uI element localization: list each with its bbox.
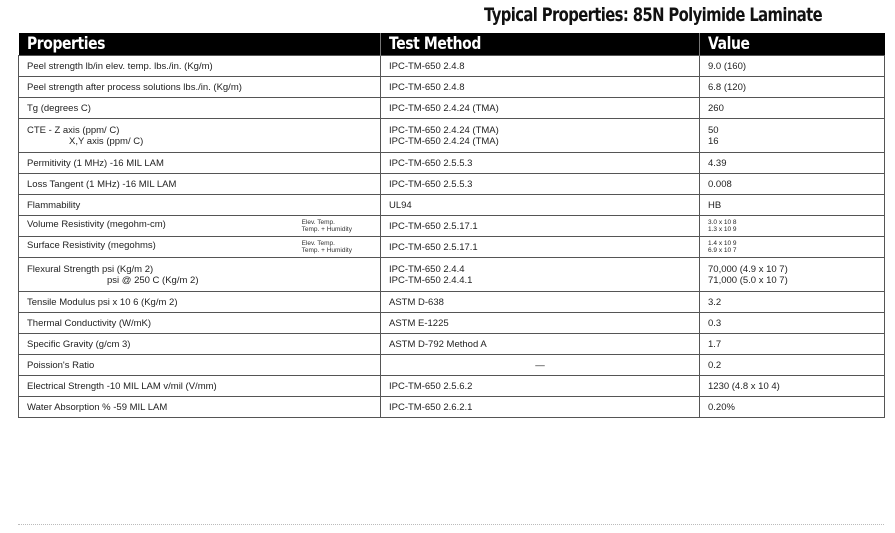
table-row [19, 174, 885, 195]
property-line: CTE - Z axis (ppm/ C) [27, 124, 120, 136]
header-properties: Properties [19, 33, 381, 56]
value-line-2: 71,000 (5.0 x 10 7) [708, 274, 788, 286]
table-header-row [19, 33, 885, 56]
value-cell: 0.2 [700, 355, 885, 376]
table-row [19, 376, 885, 397]
property-cell [19, 216, 381, 237]
method-cell: IPC-TM-650 2.5.6.2 [381, 376, 700, 397]
method-cell: IPC-TM-650 2.4.8 [381, 77, 700, 98]
value-line-2: 1.3 x 10 9 [708, 226, 737, 233]
page-title: Typical Properties: 85N Polyimide Laminate [484, 4, 823, 26]
table-row [19, 334, 885, 355]
header-value: Value [700, 33, 885, 56]
value-cell: 6.8 (120) [700, 77, 885, 98]
method-cell: IPC-TM-650 2.5.17.1 [381, 216, 700, 237]
method-cell: IPC-TM-650 2.5.5.3 [381, 174, 700, 195]
value-cell: 0.3 [700, 313, 885, 334]
value-cell [700, 216, 885, 237]
method-line-2: IPC-TM-650 2.4.24 (TMA) [389, 135, 499, 147]
header-test-method: Test Method [381, 33, 700, 56]
property-line-2: psi @ 250 C (Kg/m 2) [107, 274, 199, 286]
method-cell: IPC-TM-650 2.4.24 (TMA) [381, 98, 700, 119]
method-cell: IPC-TM-650 2.5.17.1 [381, 237, 700, 258]
value-line: 3.0 x 10 8 [708, 219, 737, 226]
value-cell [700, 258, 885, 292]
table-row [19, 216, 885, 237]
method-cell [381, 258, 700, 292]
value-line: 50 [708, 124, 719, 136]
table-row [19, 313, 885, 334]
method-cell: IPC-TM-650 2.6.2.1 [381, 397, 700, 418]
property-label: Surface Resistivity (megohms) [27, 240, 156, 251]
property-cell [19, 119, 381, 153]
property-cell: Water Absorption % -59 MIL LAM [19, 397, 381, 418]
value-line: 1.4 x 10 9 [708, 240, 737, 247]
method-cell: IPC-TM-650 2.5.5.3 [381, 153, 700, 174]
value-cell: HB [700, 195, 885, 216]
table-row [19, 292, 885, 313]
value-cell: 3.2 [700, 292, 885, 313]
value-cell: 0.20% [700, 397, 885, 418]
method-cell: IPC-TM-650 2.4.8 [381, 56, 700, 77]
value-cell: 1230 (4.8 x 10 4) [700, 376, 885, 397]
property-cell: Flammability [19, 195, 381, 216]
table-row [19, 195, 885, 216]
table-row [19, 119, 885, 153]
method-line: IPC-TM-650 2.4.4 [389, 263, 465, 275]
method-cell: ASTM D-792 Method A [381, 334, 700, 355]
condition-note: Elev. Temp. Temp. + Humidity [301, 240, 352, 254]
property-label: Volume Resistivity (megohm-cm) [27, 219, 166, 230]
value-cell: 1.7 [700, 334, 885, 355]
value-line-2: 6.9 x 10 7 [708, 247, 737, 254]
property-cell: Poission's Ratio [19, 355, 381, 376]
property-cell [19, 237, 381, 258]
footer-divider [18, 524, 884, 526]
property-cell: Electrical Strength -10 MIL LAM v/mil (V/mm) [19, 376, 381, 397]
value-line-2: 16 [708, 135, 719, 147]
property-cell: Thermal Conductivity (W/mK) [19, 313, 381, 334]
value-line: 70,000 (4.9 x 10 7) [708, 263, 788, 275]
property-line: Flexural Strength psi (Kg/m 2) [27, 263, 154, 275]
method-cell: ASTM E-1225 [381, 313, 700, 334]
property-cell: Permitivity (1 MHz) -16 MIL LAM [19, 153, 381, 174]
method-line: IPC-TM-650 2.4.24 (TMA) [389, 124, 499, 136]
table-row [19, 98, 885, 119]
value-cell [700, 237, 885, 258]
method-cell [381, 119, 700, 153]
condition-note: Elev. Temp. Temp. + Humidity [301, 219, 352, 233]
value-cell: 4.39 [700, 153, 885, 174]
table-row [19, 355, 885, 376]
property-cell [19, 258, 381, 292]
property-cell: Specific Gravity (g/cm 3) [19, 334, 381, 355]
table-row [19, 153, 885, 174]
property-cell: Tg (degrees C) [19, 98, 381, 119]
properties-table [18, 33, 885, 418]
method-cell: ASTM D-638 [381, 292, 700, 313]
property-line-2: X,Y axis (ppm/ C) [69, 135, 144, 147]
table-row [19, 56, 885, 77]
property-cell: Peel strength lb/in elev. temp. lbs./in. (Kg/m) [19, 56, 381, 77]
value-cell: 9.0 (160) [700, 56, 885, 77]
table-row [19, 258, 885, 292]
property-cell: Loss Tangent (1 MHz) -16 MIL LAM [19, 174, 381, 195]
table-row [19, 397, 885, 418]
value-cell [700, 119, 885, 153]
table-row [19, 237, 885, 258]
method-cell: — [381, 355, 700, 376]
property-cell: Peel strength after process solutions lbs./in. (Kg/m) [19, 77, 381, 98]
table-row [19, 77, 885, 98]
method-line-2: IPC-TM-650 2.4.4.1 [389, 274, 473, 286]
value-cell: 260 [700, 98, 885, 119]
value-cell: 0.008 [700, 174, 885, 195]
method-cell: UL94 [381, 195, 700, 216]
property-cell: Tensile Modulus psi x 10 6 (Kg/m 2) [19, 292, 381, 313]
